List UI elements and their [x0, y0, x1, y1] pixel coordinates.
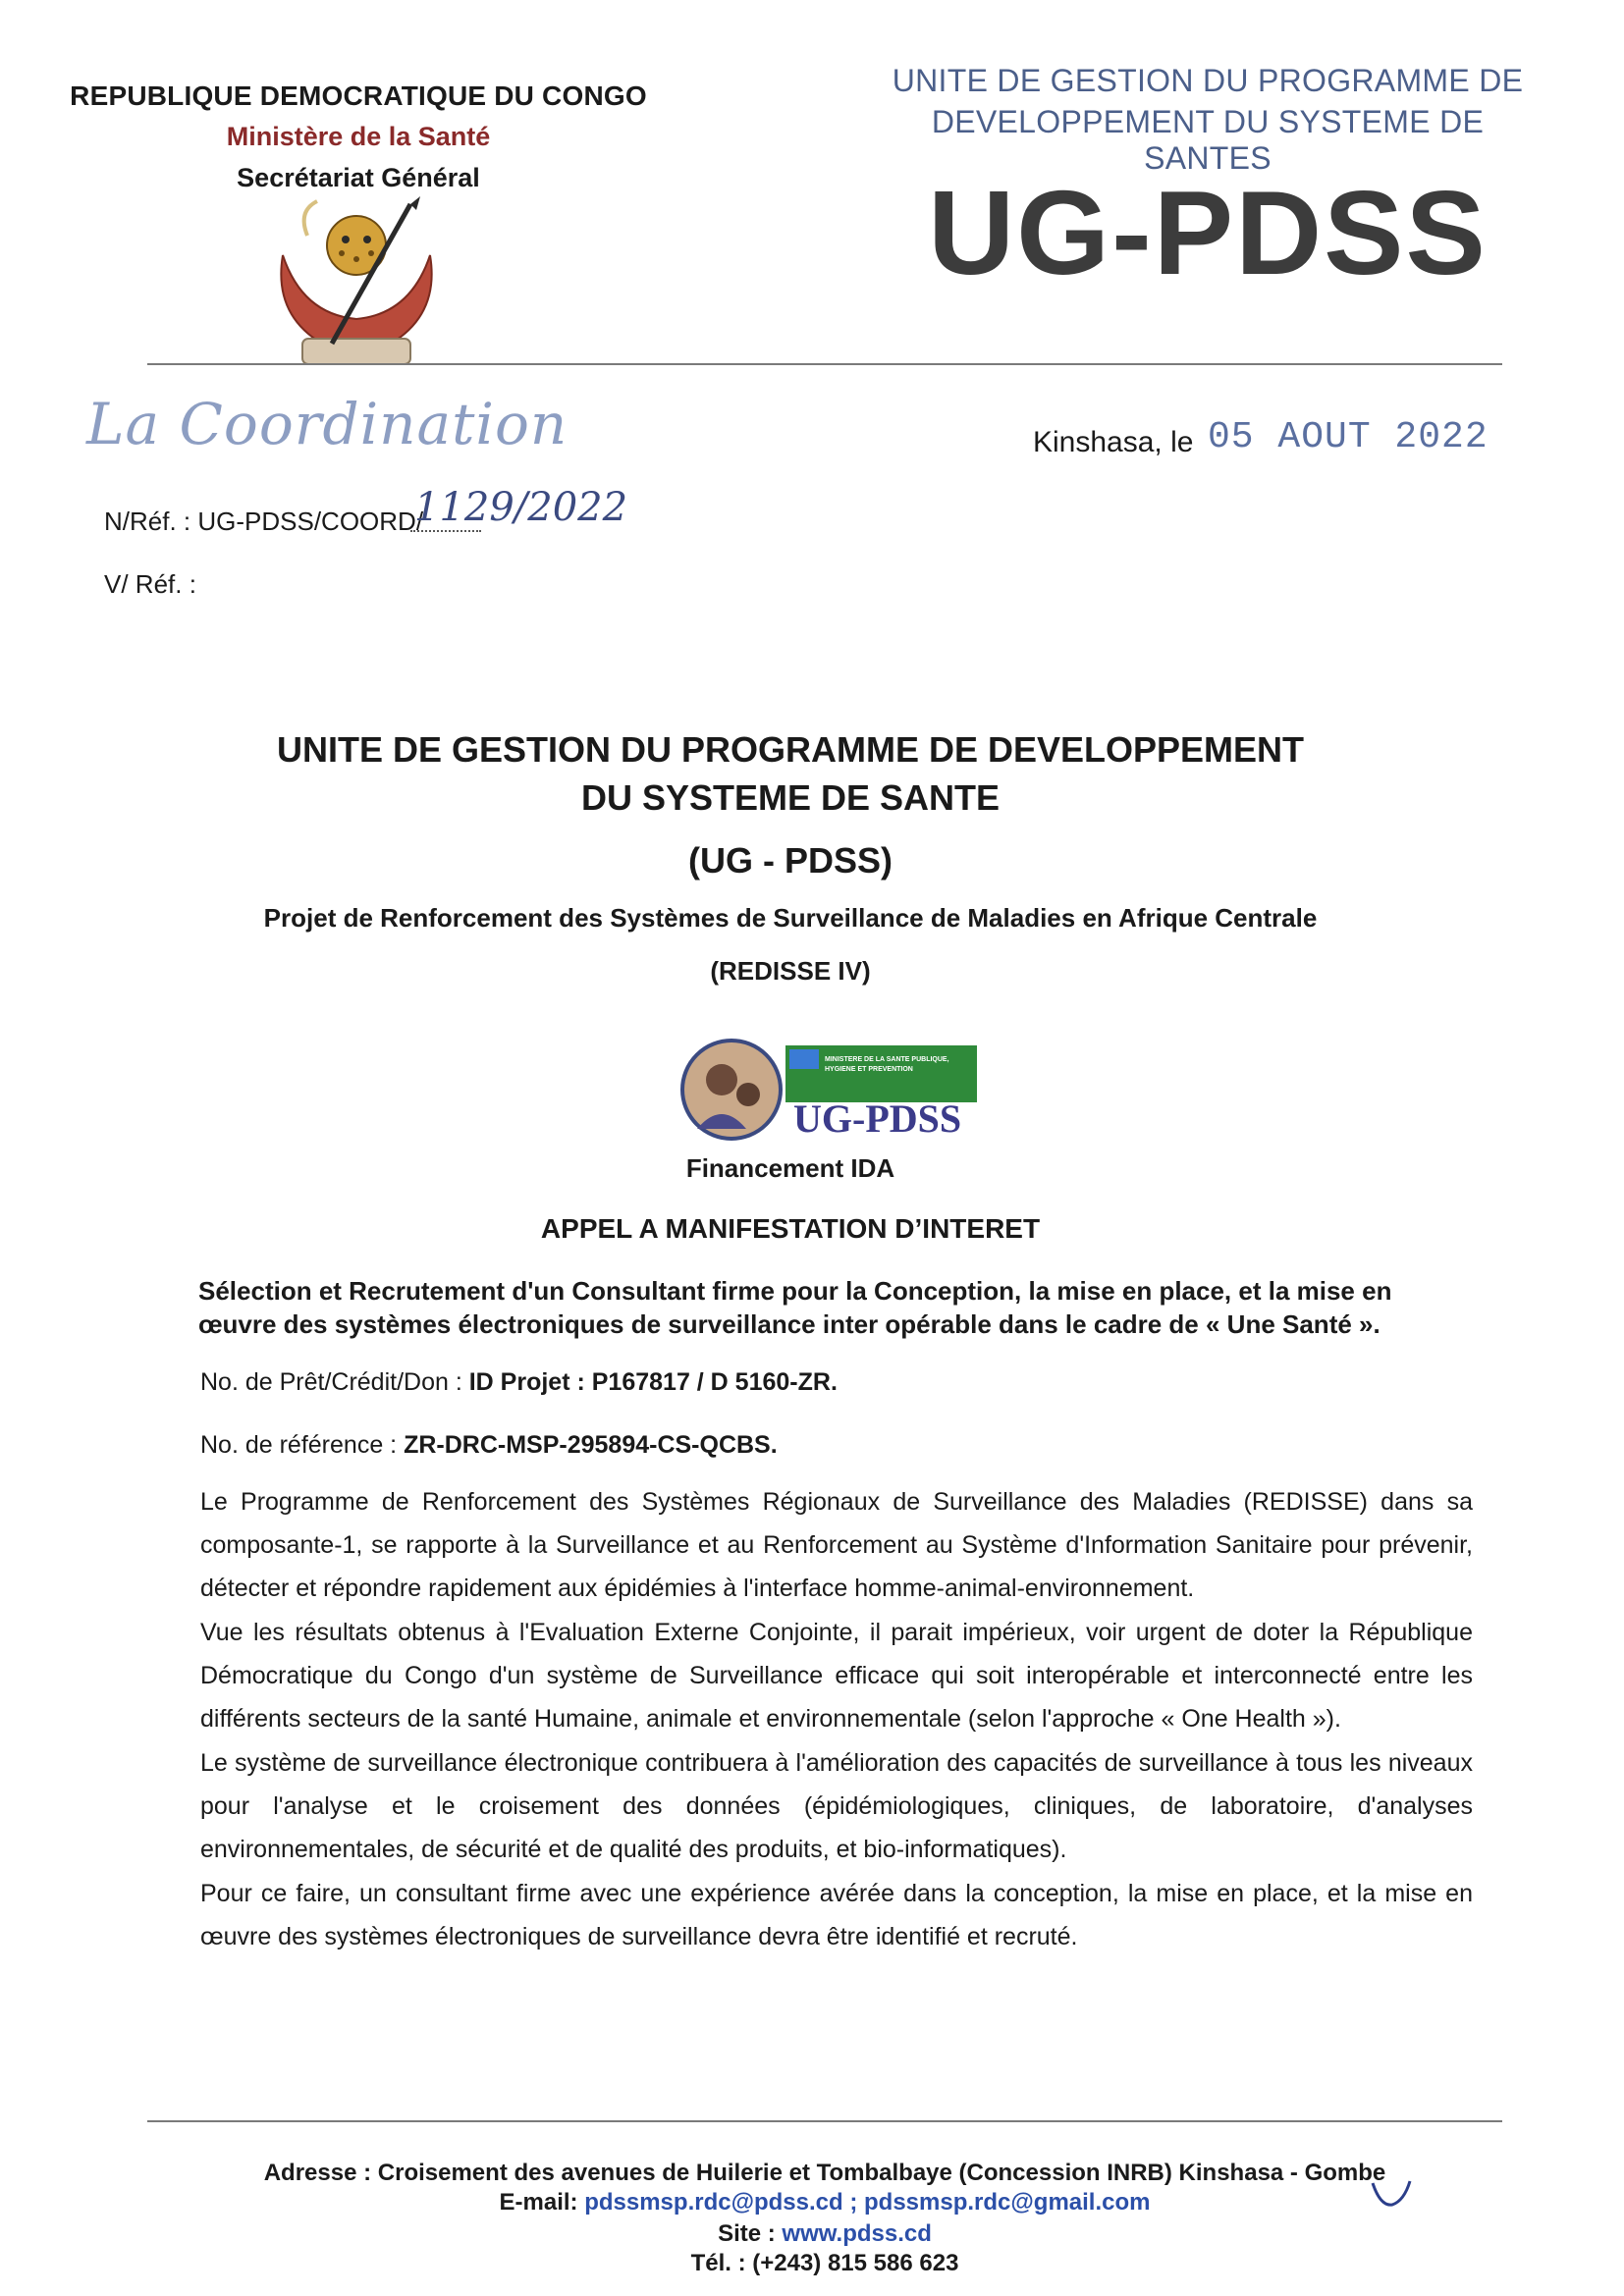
- date-stamp: 05 AOUT 2022: [1208, 416, 1489, 458]
- place-prefix: Kinshasa, le: [1033, 426, 1194, 458]
- coordination-stamp: La Coordination: [86, 391, 568, 457]
- body-paragraph-2: Vue les résultats obtenus à l'Evaluation Externe Conjointe, il parait impérieux, voir urgent de doter la République Démocratique du Congo d'un système de Surveillance efficace qui soit interopérable et interconnecté entre les différents secteurs de la santé Humaine, animale et environnementale (selon l'approche « One Health »).: [200, 1619, 1473, 1733]
- project-code: (REDISSE IV): [710, 956, 871, 986]
- body-paragraph-1: Le Programme de Renforcement des Systèmes Régionaux de Surveillance des Maladies (REDISSE) dans sa composante-1, se rapporte à la Surveillance et au Renforcement au Système d'Information Sanitaire pour prévenir, détecter et répondre rapidement aux épidémies à l'interface homme-animal-environnement.: [200, 1488, 1473, 1602]
- loan-reference: [200, 1368, 838, 1397]
- unit-acronym: UG-PDSS: [928, 166, 1488, 299]
- svg-text:HYGIENE ET PREVENTION: HYGIENE ET PREVENTION: [825, 1066, 913, 1073]
- footer-site: [147, 2220, 1502, 2248]
- your-reference-label: V/ Réf. :: [104, 569, 196, 599]
- project-name: Projet de Renforcement des Systèmes de Surveillance de Maladies en Afrique Centrale: [263, 903, 1318, 933]
- unit-name-line-1: UNITE DE GESTION DU PROGRAMME DE: [892, 63, 1524, 98]
- our-reference-label: N/Réf. : UG-PDSS/COORD/: [104, 507, 424, 536]
- body-paragraph-4: Pour ce faire, un consultant firme avec une expérience avérée dans la conception, la mise en place, et la mise en œuvre des systèmes électroniques de surveillance devra être identifié et recruté.: [200, 1880, 1473, 1950]
- ministry-name: Ministère de la Santé: [226, 122, 491, 151]
- footer-email: [147, 2189, 1502, 2216]
- reference-dotted-line: [410, 530, 481, 532]
- drc-coat-of-arms-emblem: [263, 196, 450, 368]
- body-paragraph-3: Le système de surveillance électronique contribuera à l'amélioration des capacités de surveillance à tous les niveaux pour l'analyse et le croisement des données (épidémiologiques, cliniques, de laboratoire, d'analyses environnementales, de sécurité et de qualité des produits, et bio-informatiques).: [200, 1749, 1473, 1863]
- footer-divider: [147, 2120, 1502, 2122]
- handwritten-check-mark-icon: [1367, 2177, 1416, 2213]
- title-line-2: DU SYSTEME DE SANTE: [580, 776, 1001, 818]
- funding-source: Financement IDA: [685, 1153, 895, 1183]
- call-for-interest-title: APPEL A MANIFESTATION D’INTERET: [540, 1213, 1041, 1244]
- loan-reference-label: No. de Prêt/Crédit/Don :: [200, 1368, 469, 1396]
- selection-statement: Sélection et Recrutement d'un Consultant firme pour la Conception, la mise en place, et la mise en œuvre des systèmes électroniques de surveillance inter opérable dans le cadre de « Une Santé ».: [198, 1276, 1392, 1339]
- title-acronym: (UG - PDSS): [687, 840, 893, 881]
- title-line-1: UNITE DE GESTION DU PROGRAMME DE DEVELOPPEMENT: [276, 729, 1305, 770]
- unit-name-line-2: DEVELOPPEMENT DU SYSTEME DE SANTES: [931, 104, 1485, 176]
- logo-banner-text: MINISTERE DE LA SANTE PUBLIQUE,: [825, 1056, 949, 1063]
- secretariat-name: Secrétariat Général: [237, 163, 480, 192]
- footer-site-link[interactable]: www.pdss.cd: [782, 2220, 932, 2247]
- footer-email-link[interactable]: pdssmsp.rdc@pdss.cd ; pdssmsp.rdc@gmail.com: [584, 2189, 1151, 2216]
- loan-reference-value: ID Projet : P167817 / D 5160-ZR.: [468, 1368, 838, 1396]
- title-block: [147, 726, 1434, 822]
- republic-name: REPUBLIQUE DEMOCRATIQUE DU CONGO: [70, 80, 647, 111]
- footer-site-label: Site :: [718, 2220, 783, 2247]
- document-reference-label: No. de référence :: [200, 1431, 405, 1459]
- footer-address: Adresse : Croisement des avenues de Huilerie et Tombalbaye (Concession INRB) Kinshasa - Gombe: [263, 2160, 1386, 2186]
- document-reference-value: ZR-DRC-MSP-295894-CS-QCBS.: [404, 1431, 778, 1459]
- logo-acronym-text: UG-PDSS: [793, 1096, 962, 1141]
- footer-email-label: E-mail:: [499, 2189, 585, 2216]
- footer-phone: Tél. : (+243) 815 586 623: [690, 2250, 959, 2276]
- ug-pdss-logo: [677, 1036, 982, 1148]
- document-reference: [200, 1431, 778, 1460]
- header-divider: [147, 363, 1502, 365]
- our-reference-handwritten-number: 1129/2022: [414, 485, 628, 530]
